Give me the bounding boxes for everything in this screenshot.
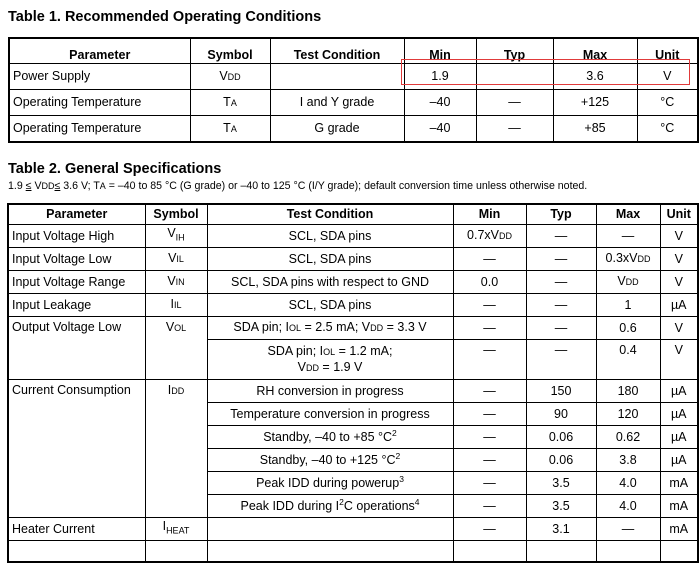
symbol-subscript: IL bbox=[173, 300, 182, 310]
cell-symbol bbox=[145, 518, 207, 541]
empty-cell bbox=[596, 541, 660, 563]
header-test-condition: Test Condition bbox=[207, 204, 453, 225]
condition-text: = 1.2 mA; bbox=[335, 343, 393, 358]
condition-subscript: DD bbox=[370, 323, 384, 333]
symbol-subscript: A bbox=[230, 97, 237, 108]
symbol-subscript: HEAT bbox=[166, 525, 190, 536]
condition-text: = 3.3 V bbox=[383, 320, 427, 334]
cell-condition: SCL, SDA pins with respect to GND bbox=[207, 271, 453, 294]
cell-condition bbox=[270, 64, 404, 90]
cell-symbol bbox=[145, 248, 207, 271]
table1-title: Table 1. Recommended Operating Conditions bbox=[8, 9, 322, 25]
symbol-main: V bbox=[167, 226, 176, 241]
max-subscript: DD bbox=[625, 277, 639, 287]
condition-subscript: OL bbox=[323, 346, 336, 357]
cell-min: — bbox=[453, 449, 526, 472]
cell-symbol bbox=[145, 294, 207, 317]
cell-unit: V bbox=[660, 225, 698, 248]
table-row bbox=[8, 380, 698, 403]
cell-min: 0.0 bbox=[453, 271, 526, 294]
cell-condition: SCL, SDA pins bbox=[207, 225, 453, 248]
cell-unit: °C bbox=[637, 90, 698, 116]
cell-symbol bbox=[145, 225, 207, 248]
condition-text: SDA pin; I bbox=[267, 343, 324, 358]
cell-typ: 0.06 bbox=[526, 449, 596, 472]
cell-parameter: Input Voltage High bbox=[8, 225, 145, 248]
cell-typ: 0.06 bbox=[526, 426, 596, 449]
cell-min: –40 bbox=[404, 116, 476, 143]
cell-max: +125 bbox=[553, 90, 637, 116]
symbol-subscript: DD bbox=[171, 386, 185, 396]
empty-cell bbox=[526, 541, 596, 563]
table-header-row bbox=[8, 204, 698, 225]
header-unit: Unit bbox=[660, 204, 698, 225]
symbol-main: T bbox=[223, 94, 231, 109]
header-max: Max bbox=[553, 38, 637, 64]
cell-symbol bbox=[145, 380, 207, 518]
cell-unit: µA bbox=[660, 426, 698, 449]
cell-max: 1 bbox=[596, 294, 660, 317]
header-unit: Unit bbox=[637, 38, 698, 64]
cell-unit: V bbox=[660, 317, 698, 340]
operating-conditions-table bbox=[8, 37, 699, 143]
symbol-main: V bbox=[168, 251, 177, 265]
condition-text: V bbox=[297, 359, 306, 374]
cell-typ: 3.5 bbox=[526, 495, 596, 518]
note-text: 3.6 V; T bbox=[60, 180, 100, 192]
table-row bbox=[8, 518, 698, 541]
empty-cell bbox=[8, 541, 145, 563]
symbol-main: I bbox=[167, 383, 172, 397]
symbol-subscript: IN bbox=[175, 277, 185, 287]
cell-unit: mA bbox=[660, 495, 698, 518]
condition-subscript: OL bbox=[289, 323, 302, 333]
cell-typ: — bbox=[526, 248, 596, 271]
cell-condition bbox=[207, 449, 453, 472]
symbol-subscript: IH bbox=[175, 232, 185, 243]
cell-min: –40 bbox=[404, 90, 476, 116]
header-typ: Typ bbox=[526, 204, 596, 225]
cell-typ: — bbox=[526, 294, 596, 317]
table-row bbox=[8, 225, 698, 248]
cell-typ: 90 bbox=[526, 403, 596, 426]
cell-max: 3.6 bbox=[553, 64, 637, 90]
cell-symbol bbox=[190, 116, 270, 143]
table-row bbox=[8, 248, 698, 271]
empty-cell bbox=[660, 541, 698, 563]
cell-typ: — bbox=[476, 116, 553, 143]
cell-max: +85 bbox=[553, 116, 637, 143]
table2-note bbox=[8, 180, 587, 192]
symbol-main: I bbox=[170, 297, 174, 311]
table-row bbox=[8, 271, 698, 294]
cell-min: 1.9 bbox=[404, 64, 476, 90]
condition-text: Standby, –40 to +125 °C bbox=[259, 452, 396, 467]
cell-typ: — bbox=[526, 225, 596, 248]
cell-max: 3.8 bbox=[596, 449, 660, 472]
cell-parameter: Heater Current bbox=[8, 518, 145, 541]
cell-symbol bbox=[145, 271, 207, 294]
condition-text: Standby, –40 to +85 °C bbox=[263, 429, 393, 444]
cell-unit: µA bbox=[660, 449, 698, 472]
empty-cell bbox=[145, 541, 207, 563]
cell-min bbox=[453, 225, 526, 248]
cell-typ: 3.5 bbox=[526, 472, 596, 495]
min-value: 0.7xV bbox=[467, 228, 499, 242]
cell-parameter: Input Voltage Low bbox=[8, 248, 145, 271]
symbol-subscript: A bbox=[230, 123, 237, 134]
condition-text: C operations bbox=[343, 498, 415, 513]
max-subscript: DD bbox=[637, 254, 651, 264]
cell-unit: V bbox=[660, 248, 698, 271]
symbol-main: V bbox=[165, 320, 175, 334]
cell-unit: mA bbox=[660, 472, 698, 495]
symbol-main: V bbox=[167, 274, 176, 288]
header-symbol: Symbol bbox=[145, 204, 207, 225]
symbol-subscript: DD bbox=[227, 71, 241, 82]
symbol-subscript: OL bbox=[174, 323, 187, 333]
cell-min: — bbox=[453, 495, 526, 518]
header-parameter: Parameter bbox=[8, 204, 145, 225]
cell-condition: Temperature conversion in progress bbox=[207, 403, 453, 426]
cell-condition bbox=[207, 495, 453, 518]
header-parameter: Parameter bbox=[9, 38, 190, 64]
note-text: 1.9 bbox=[8, 180, 26, 192]
symbol-subscript: IL bbox=[176, 254, 184, 264]
cell-unit: µA bbox=[660, 294, 698, 317]
cell-max: 4.0 bbox=[596, 472, 660, 495]
cell-condition bbox=[207, 518, 453, 541]
cell-min: — bbox=[453, 380, 526, 403]
max-value: V bbox=[617, 274, 626, 288]
condition-text: Peak IDD during powerup bbox=[256, 475, 400, 490]
cell-typ: — bbox=[526, 340, 596, 380]
table-row-partial bbox=[8, 541, 698, 563]
cell-unit: µA bbox=[660, 380, 698, 403]
cell-max: 0.4 bbox=[596, 340, 660, 380]
cell-parameter: Operating Temperature bbox=[9, 90, 190, 116]
cell-typ: — bbox=[526, 317, 596, 340]
cell-unit: mA bbox=[660, 518, 698, 541]
superscript: 2 bbox=[339, 496, 344, 507]
note-le-symbol: ≤ bbox=[25, 180, 32, 192]
header-min: Min bbox=[453, 204, 526, 225]
cell-typ: — bbox=[526, 271, 596, 294]
symbol-main: V bbox=[219, 68, 228, 83]
cell-unit: V bbox=[660, 271, 698, 294]
footnote-marker: 3 bbox=[399, 473, 404, 484]
cell-typ: — bbox=[476, 90, 553, 116]
cell-unit: °C bbox=[637, 116, 698, 143]
cell-condition: SCL, SDA pins bbox=[207, 294, 453, 317]
max-value: 0.3xV bbox=[605, 251, 638, 265]
cell-condition: SCL, SDA pins bbox=[207, 248, 453, 271]
cell-condition bbox=[207, 340, 453, 380]
cell-min: — bbox=[453, 426, 526, 449]
cell-max: 0.62 bbox=[596, 426, 660, 449]
condition-text: Peak IDD during I bbox=[240, 498, 340, 513]
general-specifications-table bbox=[7, 203, 699, 563]
table-row bbox=[8, 294, 698, 317]
header-test-condition: Test Condition bbox=[270, 38, 404, 64]
cell-max: 180 bbox=[596, 380, 660, 403]
condition-text: SDA pin; I bbox=[233, 320, 289, 334]
cell-parameter: Power Supply bbox=[9, 64, 190, 90]
cell-condition bbox=[207, 472, 453, 495]
cell-condition: G grade bbox=[270, 116, 404, 143]
cell-unit: µA bbox=[660, 403, 698, 426]
note-le-symbol: ≤ bbox=[54, 180, 61, 192]
cell-condition bbox=[207, 426, 453, 449]
cell-max: 0.6 bbox=[596, 317, 660, 340]
condition-text: = 2.5 mA; V bbox=[301, 320, 371, 334]
cell-condition: RH conversion in progress bbox=[207, 380, 453, 403]
note-text: = –40 to 85 °C (G grade) or –40 to 125 °C (I/Y grade); default conversion time unless otherwise noted. bbox=[105, 180, 588, 192]
symbol-main: T bbox=[223, 120, 231, 135]
cell-max bbox=[596, 248, 660, 271]
empty-cell bbox=[453, 541, 526, 563]
footnote-marker: 2 bbox=[392, 427, 397, 438]
cell-symbol bbox=[145, 317, 207, 380]
header-typ: Typ bbox=[476, 38, 553, 64]
table-row bbox=[9, 116, 698, 143]
footnote-marker: 2 bbox=[395, 450, 401, 461]
cell-parameter: Current Consumption bbox=[8, 380, 145, 518]
cell-parameter: Input Voltage Range bbox=[8, 271, 145, 294]
cell-parameter: Operating Temperature bbox=[9, 116, 190, 143]
cell-unit: V bbox=[637, 64, 698, 90]
cell-min: — bbox=[453, 518, 526, 541]
cell-parameter: Output Voltage Low bbox=[8, 317, 145, 380]
cell-typ: 3.1 bbox=[526, 518, 596, 541]
note-subscript: DD bbox=[41, 181, 55, 191]
cell-max bbox=[596, 271, 660, 294]
cell-min: — bbox=[453, 317, 526, 340]
cell-max: 4.0 bbox=[596, 495, 660, 518]
cell-max: 120 bbox=[596, 403, 660, 426]
table-row bbox=[8, 317, 698, 340]
symbol-main: I bbox=[162, 519, 167, 534]
header-symbol: Symbol bbox=[190, 38, 270, 64]
condition-text: = 1.9 V bbox=[318, 359, 363, 374]
table2-title: Table 2. General Specifications bbox=[8, 161, 222, 177]
note-subscript: A bbox=[99, 181, 106, 191]
cell-max: — bbox=[596, 225, 660, 248]
header-min: Min bbox=[404, 38, 476, 64]
empty-cell bbox=[207, 541, 453, 563]
min-subscript: DD bbox=[498, 231, 512, 241]
cell-unit: V bbox=[660, 340, 698, 380]
footnote-marker: 4 bbox=[414, 496, 420, 507]
cell-max: — bbox=[596, 518, 660, 541]
cell-symbol bbox=[190, 90, 270, 116]
cell-parameter: Input Leakage bbox=[8, 294, 145, 317]
table-row bbox=[9, 90, 698, 116]
cell-min: — bbox=[453, 472, 526, 495]
cell-condition bbox=[207, 317, 453, 340]
note-text: V bbox=[31, 180, 42, 192]
cell-min: — bbox=[453, 248, 526, 271]
header-max: Max bbox=[596, 204, 660, 225]
cell-symbol bbox=[190, 64, 270, 90]
condition-subscript: DD bbox=[305, 362, 319, 373]
power-supply-highlight-box bbox=[401, 59, 690, 85]
cell-min: — bbox=[453, 403, 526, 426]
cell-min: — bbox=[453, 294, 526, 317]
cell-condition: I and Y grade bbox=[270, 90, 404, 116]
cell-typ: 150 bbox=[526, 380, 596, 403]
cell-min: — bbox=[453, 340, 526, 380]
